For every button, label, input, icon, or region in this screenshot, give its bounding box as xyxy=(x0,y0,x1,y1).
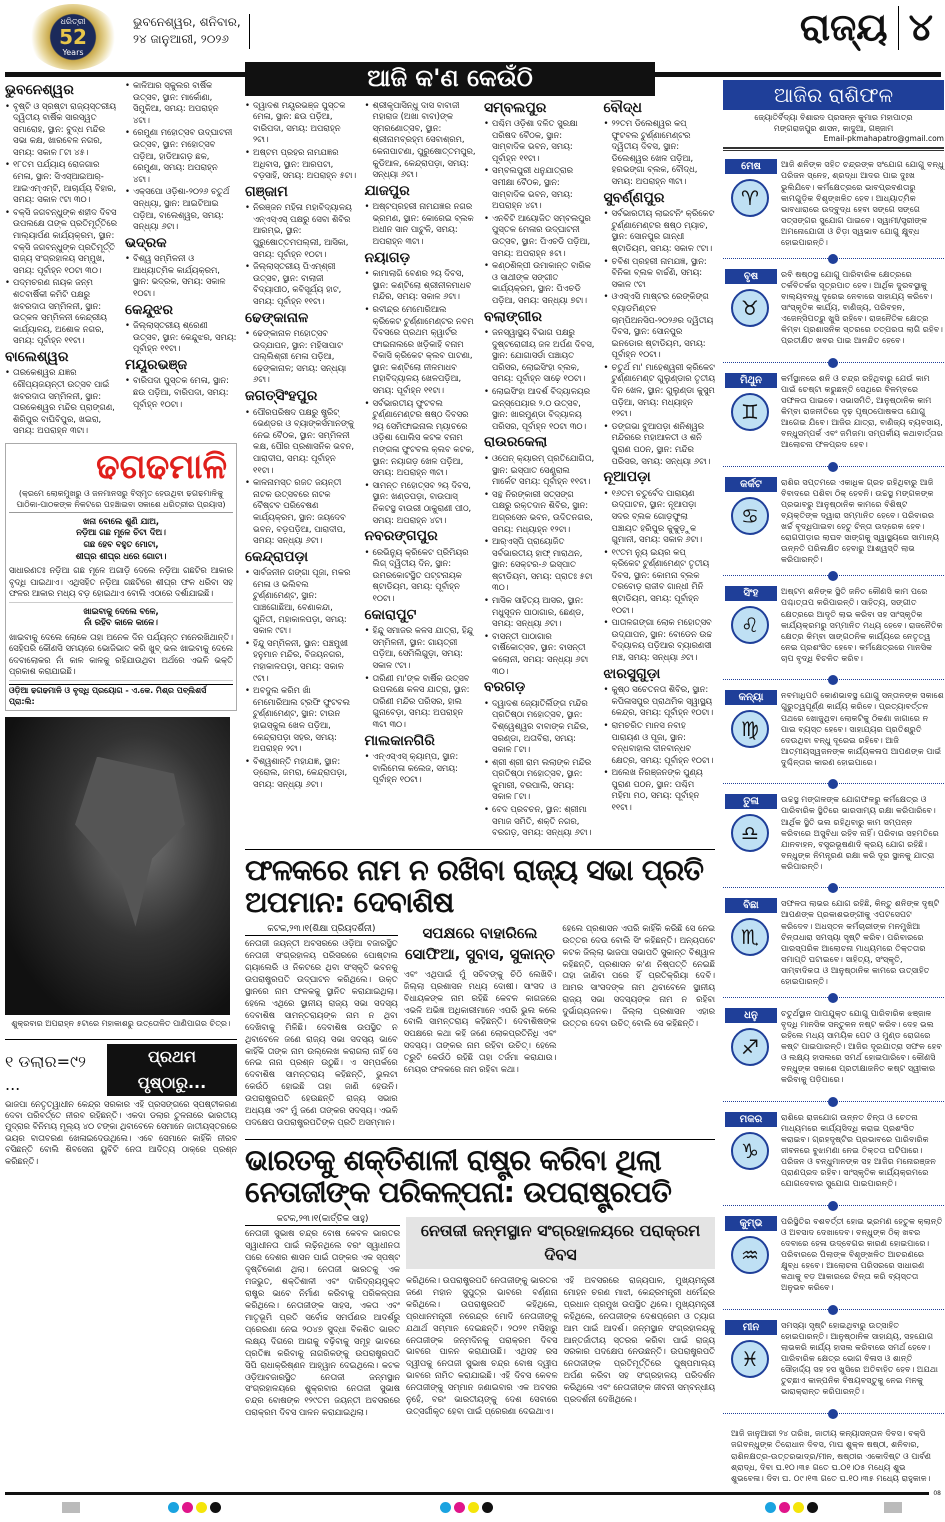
district-heading: ସମ୍ବଲପୁର xyxy=(484,99,547,116)
district-heading: ଭୁବନେଶ୍ୱର xyxy=(5,82,74,98)
rashi-6 xyxy=(723,688,944,784)
event-item: • ଢେଙ୍କାନାଳ ମହୋତ୍ସବ ଉଦ୍‌ଯାପନ, ସ୍ଥାନ: ମହିସାପାଟ ପଲ୍ଲିଶ୍ରୀ ମେଳା ପଡ଼ିଆ, ଢେଙ୍କାନାଳ; ସମୟ: ସନ୍ଧ୍ୟା ୬ଟା। xyxy=(245,328,357,386)
rashifal-list xyxy=(723,157,944,1414)
india-landmass xyxy=(75,757,185,927)
event-item: • ଦ୍ୱାଦଶ ଜ୍ୟୋତିର୍ଲିଙ୍ଗ ମନ୍ଦିର ପ୍ରତିଷ୍ଠା ମହୋତ୍ସବ, ସ୍ଥାନ: ବିଶ୍ୱେଶ୍ୱର ବାବାଙ୍କ ମନ୍ଦିର, ସରଣ୍ଡା, ଅତାବିରା, ସମୟ: ସକାଳ ୮ଟା। xyxy=(484,698,596,756)
rashi-text: ରବି ଷଷ୍ଠସ୍ଥ ଯୋଗୁ ପାରିବାରିକ କ୍ଷେତ୍ରରେ ତର୍କବିତର୍କର ସୂତ୍ରପାତ ହେବ। ଆର୍ଥିକ ଦୁରବସ୍ଥାକୁ ବାଲ୍ୟବନ୍ଧୁ ଦୂରେଇ ନେବାରେ ସାହାଯ୍ୟ କରିବେ। ସାଂସ୍କୃତିକ କାର୍ଯ୍ୟ, ବାଣିଜ୍ୟ, ପରିବହନ, ଏଜେନ୍ସିପତ୍ରୁ ଖୁସି ରହିବେ। ରାଜନୈତିକ କ୍ଷେତ୍ର କିମ୍ବା ପ୍ରଶାସନିକ ସ୍ତରରେ ତତ୍ପରତା ଲାଗି ରହିବ। ପ୍ରତୀକ୍ଷିତ ଖବର ପାଇ ଆନନ୍ଦିତ ହେବେ। xyxy=(781,268,943,346)
divider-dot xyxy=(828,1201,838,1211)
event-item: • ବକ୍ସି ଜଗବନ୍ଧୁଙ୍କ ଶହୀଦ ଦିବସ ଉପଲକ୍ଷେ ତାଙ୍କ ପ୍ରତିମୂର୍ତ୍ତିରେ ମାଲ୍ୟାର୍ପଣ କାର୍ଯ୍ୟକ୍ରମ, ସ୍ଥାନ: ବକ୍ସି ଜଗବନ୍ଧୁଙ୍କ ପ୍ରତିମୂର୍ତ୍ତି ରାଜ୍ୟ ସଂଗ୍ରହାଳୟ ସମ୍ମୁଖ, ସମୟ: ପୂର୍ବାହ୍ନ ୧୦ଟା ୩୦। xyxy=(5,207,117,277)
crab-icon: ♋ xyxy=(731,497,769,535)
event-list xyxy=(365,625,477,730)
color-dot xyxy=(454,1502,465,1513)
event-item: • ୧୮ତମ ପର୍ଯ୍ୟାୟ ରୋଜଗାର ମେଳା, ସ୍ଥାନ: ସିଏସ୍ଆଇଆର୍-ଆଇଏମ୍ଏମ୍‌ଟି, ଆଚାର୍ଯ୍ୟ ବିହାର, ସମୟ: ସକାଳ ୯ଟା ୩୦। xyxy=(5,159,117,205)
event-item: • ତାରିଣୀ ମା'ଙ୍କ ବାର୍ଷିକ ଉତ୍ସବ ଉପଲକ୍ଷେ କଳସ ଯାତ୍ରା, ସ୍ଥାନ: ତାରିଣୀ ମନ୍ଦିର ପରିସର, ହାଲ ଗୁନାବେଡ଼ା, ସମୟ: ଅପରାହ୍ନ ୩ଟା ୩୦। xyxy=(365,673,477,731)
event-item: • ନିରଞ୍ଜନ ମହିଳା ମହାବିଦ୍ୟାଳୟ ଏନ୍ଏସ୍ଏସ୍ ପକ୍ଷରୁ ସେବା ଶିବିର ଆରମ୍ଭ, ସ୍ଥାନ: ପୁରୁଷୋତ୍ତମପଲ୍ଲୀ, ଆସିକା, ସମୟ: ପୂର୍ବାହ୍ନ ୧୦ଟା। xyxy=(245,202,357,260)
event-item: • କାମାଲାଗି ବେଣର ୨ୟ ଦିବସ, ସ୍ଥାନ: କଣ୍ଟିଲୋ ଶ୍ରୀନୀଳମାଧବ ମନ୍ଦିର, ସମୟ: ସକାଳ ୬ଟା। xyxy=(365,268,477,303)
event-item: • ରେଭିନ୍ୟୁ କ୍ରିକେଟ ପ୍ରିମିୟର ଲିଗ୍ ଦ୍ୱିତୀୟ ଦିନ, ସ୍ଥାନ: ଉମରକୋଟସ୍ଥିତ ପଟ୍ଟନାୟକ ଷ୍ଟାଡିୟମ, ସମୟ: ପୂର୍ବାହ୍ନ ୧୦ଟା। xyxy=(365,547,477,605)
rashi-8 xyxy=(723,896,944,998)
event-item: • ଚବିଶ ପ୍ରହରୀ ନାମଯଜ୍ଞ, ସ୍ଥାନ: ବିନିକା ବ୍ଲକ ବାର୍ଚ୍ଚଣି, ସମୟ: ସକାଳ ୯ଟା xyxy=(604,256,716,291)
event-item: • ପଶ୍ଚିମ ଓଡ଼ିଶା ଦଳିତ ସୁରକ୍ଷା ପରିଷଦ ବୈଠକ, ସ୍ଥାନ: ସାମ୍ବାଦିକ ଭବନ, ସମୟ: ପୂର୍ବାହ୍ନ ୧୧ଟା। xyxy=(484,118,596,164)
event-item: • ସର୍ବଭାରତୀୟ ଫୁଟବଲ ଟୁର୍ଣ୍ଣାମେଣ୍ଟର ଷଷ୍ଠ ଦିବସର ୨ୟ ସେମିଫାଇନାଲ ମ୍ୟାଚରେ ଓଡ଼ିଶା ପୋଲିସ କଟକ ବନାମ ମଙ୍ଗଳା ଫୁଟବଲ କ୍ଲବ କଟକ, ସ୍ଥାନ: ନୟାଗଡ଼ ଖେଳ ପଡ଼ିଆ, ସମୟ: ଅପରାହ୍ନ ୩ଟା। xyxy=(365,398,477,479)
rashi-text: ଉଚ୍ଚସ୍ଥ ମଙ୍ଗଳଙ୍କ ଯୋଗଫଳରୁ କର୍ମକ୍ଷେତ୍ର ଓ ପାରିବାରିକ ସ୍ଥିତିରେ ଭାରସାମ୍ୟ ରକ୍ଷା କରିପାରିବେ। ଆର୍ଥିକ ସ୍ଥିତି ଭଲ ରହିଥିବାରୁ କାମ ସମ୍ପନ୍ନ କରିବାରେ ଅସୁବିଧା ରହିବ ନାହିଁ। ପରିବାର ସହମତିରେ ଯାନବାହନ, ବସ୍ତ୍ରଭୂଷଣାଦି କ୍ରୟ ଯୋଗ ରହିଛି। ବନ୍ଧୁଙ୍କ ନିମନ୍ତ୍ରଣ ରକ୍ଷା କରି ଦୂର ସ୍ଥାନକୁ ଯାତ୍ରା କରିପାରନ୍ତି। xyxy=(781,794,939,871)
rashi-label: ସିଂହ xyxy=(725,586,777,601)
registration-marks xyxy=(765,1502,818,1513)
registration-marks xyxy=(440,1502,493,1513)
color-dot xyxy=(765,1502,776,1513)
event-list xyxy=(5,101,117,347)
district-heading: ବାଲେଶ୍ୱର xyxy=(5,348,69,365)
headline-1: ଫଳକରେ ନାମ ନ ରଖିବା ରାଜ୍ୟ ସଭା ପ୍ରତି ଅପମାନ: ଦେବାଶିଷ xyxy=(245,849,715,919)
divider xyxy=(898,6,899,50)
panjika-text: ଆଜି ଜାନୁଆରୀ ୨୪ ତାରିଖ, ଜାତୀୟ କନ୍ୟାସନ୍ତାନ ଦିବସ। ବକ୍ସି ଜଗବନ୍ଧୁଙ୍କ ତିରୋଧାନ ଦିବସ, ମାଘ ଶୁକ୍ଳ ଷଷ୍ଠୀ, ଶନିବାର, ରାଶିନକ୍ଷତ୍ର-ଉତ୍ତରଭାଦ୍ର/ମୀନ, ଷଷ୍ଠୀର ଏକୋଦିଷ୍ଟ ଓ ପାର୍ବଣ ଶ୍ରାଦ୍ଧ, ଦିବା ଘ.୧୦।୩୫ ଗତେ ଘ.୦୧।୦୫ ମଧ୍ୟେ ଶୁଭ ଶୁଭବେଳା। ଦିବା ଘ. ୦୯।୧୩ ଗତେ ଘ.୧୦।୩୫ ମଧ୍ୟେ ରାହୁକାଳ। xyxy=(731,1427,932,1484)
event-item: • ସର୍ବଭାରତୀୟ ଲାଇଟନିଂ କ୍ରିକେଟ ଟୁର୍ଣ୍ଣାମେଣ୍ଟର ଷଷ୍ଠ ମ୍ୟାଚ, ସ୍ଥାନ: ସୋନପୁର ଗାନ୍ଧୀ ଷ୍ଟାଡିୟମ, ସମୟ: ସକାଳ ୯ଟା। xyxy=(604,208,716,254)
event-item: • ମାସିକ ସାହିତ୍ୟ ଆସର, ସ୍ଥାନ: ମଧୁସୂଦନ ପାଠାଗାର, ଛେଣ୍ଡ, ସମୟ: ସନ୍ଧ୍ୟା ୬ଟା। xyxy=(484,595,596,630)
continuation-body: ଭାଜପା ନେତୃତ୍ୱାଧୀନ କେନ୍ଦ୍ର ସରକାର ଏହି ପ୍ରସଙ୍ଗରେ ସ୍ପଷ୍ଟୀକରଣ ଦେବା ପରିବର୍ତ୍ତେ ନୀରବ ରହିଛନ୍ତି। ଏକଦା ଡଲାର ତୁଳନାରେ ଭାରତୀୟ ମୁଦ୍ରାର ବିନିମୟ ମୂଲ୍ୟ ୪୦ ଟଙ୍କା ଥିବାବେଳେ ସେମାନେ ଜାତୀୟସ୍ତରରେ ଭୟର ବାତାବରଣ ଖେଳାଇଦେଉଥିଲେ। ଏବେ ସେମାନେ କାହିଁକି ନୀରବ ବସିଛନ୍ତି ବୋଲି ଶିବସେନା ୟୁବିଟି ନେତା ଆଦିତ୍ୟ ଠାକ୍ରେ ପ୍ରଶ୍ନ କରିଛନ୍ତି। xyxy=(5,1098,237,1166)
event-item: • ଏନବିଟି ଆୟୋଜିତ ସମ୍ବଲପୁର ପୁସ୍ତକ ମେଳାର ଉଦ୍‌ଘାଟନୀ ଉତ୍ସବ, ସ୍ଥାନ: ପିଏଚଡି ପଡ଼ିଆ, ସମୟ: ଅପରାହ୍ନ ୫ଟା। xyxy=(484,213,596,259)
event-item: • ପଦ୍ମଚରଣ ନାୟକ ଜନ୍ମ ଶତବାର୍ଷିକୀ କମିଟି ପକ୍ଷରୁ ଖବରଦାତା ସମ୍ମିଳନୀ, ସ୍ଥାନ: ଉତ୍କଳ ସମ୍ମିଳନୀ କେନ୍ଦ୍ରୀୟ କାର୍ଯ୍ୟାଳୟ, ଅଶୋକ ନଗର, ସମୟ: ପୂର୍ବାହ୍ନ ୧୧ଟା। xyxy=(5,277,117,347)
lion-icon: ♌ xyxy=(731,606,769,644)
rashi-label: ମିଥୁନ xyxy=(725,373,777,388)
event-list xyxy=(484,453,596,677)
virgo-icon: ♍ xyxy=(731,710,769,748)
article-text: ଏବଂ ଏଥିପାଇଁ ମୁଁ ସଚିବଙ୍କୁ ଚିଠି ଲେଖିବି। ଜିଲ୍ଲା ପ୍ରଶାସନ ମଧ୍ୟ ଦୋଷୀ। ସାଂସଦ ଓ ବିଧାୟକଙ୍କ ନାମ ରହିଛି କେବଳ କାଗଜରେ ଏଭଳି ଅଭିଜ୍ଞ ଅଧିକାରୀମାନେ ଏପରି ଭୁଲ କଲେ ବୋଲି ସାମନ୍ତରାୟ କହିଛନ୍ତି। ଦେବାଶିଷଙ୍କ ସପକ୍ଷରେ କଥା କହି ଜଣେ ଲୋକପ୍ରତିନିଧି ଏବଂ ସଦସ୍ୟ। ତାଙ୍କର ନାମ ରହିବା ଉଚିତ୍। ହେଲେ ତ୍ରୁଟି କେଉଁଠି ରହିଛି ତାହା ତର୍ଜମା କରାଯାଉ। ମେୟର ଫଳକରେ ନାମ ରହିବା କଥା। xyxy=(403,968,557,1075)
event-list xyxy=(365,547,477,605)
rashi-text: ସଫଳତା ଲାଭର ଯୋଗ ରହିଛି, କିନ୍ତୁ ଶନିଙ୍କ ଦୃଷ୍ଟି ଆପଣଙ୍କ ପ୍ରକାଶଭଙ୍ଗୀକୁ ଏପଟସେପଟ କରିଦେବ। ଅଧସ୍ତନ କର୍ମଚାରୀଙ୍କ ମନମୁଖିଆ ଚିନ୍ତାଧାରା ସମସ୍ୟା ସୃଷ୍ଟି କରିବ। ପରିବାରରେ ପାରସ୍ପରିକ ଆଲୋଚନା ମାଧ୍ୟମରେ ତିକ୍ତତାର ସମାପ୍ତି ଘଟାଇବେ। ସାହିତ୍ୟ, ସଂସ୍କୃତି, ସାମ୍ବାଦିକତା ଓ ଆନୁଷ୍ଠାନିକ କାମରେ ଉତ୍ସାହିତ ହୋଇପାରନ୍ତି। xyxy=(781,898,940,986)
dhagadhamali-box xyxy=(5,443,237,711)
page-number: ୪ xyxy=(908,5,933,50)
verse-line: ନଡ଼ିଆ ଗଛ ମୂଳେ ଚିଟା ଦିଅ। xyxy=(76,527,166,538)
section-name: ରାଜ୍ୟ xyxy=(799,5,888,50)
rashi-label: ଧନୁ xyxy=(725,1008,777,1023)
event-item: • ୧୬ତମ ଚତୁର୍ବେଦ ପାରାୟଣ ଉଦ୍‌ଘାଟନ, ସ୍ଥାନ: ନୂଆପଡ଼ା ସଦର ବ୍ଲକ ଗୋଡ଼ଫୁଲା ପଞ୍ଚାୟତ ହରିପୁର କୁକୁଡ଼ୁକ ଗୁମାନୀ, ସମୟ: ସକାଳ ୬ଟା। xyxy=(604,488,716,546)
event-list xyxy=(484,118,596,307)
event-item: • ସନ୍ଥ ନିରଙ୍କାରୀ ସତ୍‌ସଙ୍ଗ ପକ୍ଷରୁ ରକ୍ତଦାନ ଶିବିର, ସ୍ଥାନ: ଅଗ୍ରସେନ ଭବନ, ଉଦିତନଗର, ସମୟ: ମଧ୍ୟାହ୍ନ ୧୨ଟା। xyxy=(484,489,596,535)
verse-explanation: ସାଧାରଣତଃ ନଡ଼ିଆ ଗଛ ମୂଳେ ଅଗାଡ଼ି ଦେଲେ ନଡ଼ିଆ ଗଛଟିର ଆକାର ବୃଦ୍ଧି ପାଇଥାଏ। ଏଥିସହିତ ନଡ଼ିଆ ଗଛଟିରେ ଶୀଘ୍ର ଫଳ ଧରିବା ସହ ଫଳର ଆକାର ମଧ୍ୟ ବଡ଼ ହୋଇଥାଏ ବୋଲି ଏଠାରେ ଦର୍ଶାଯାଇଛି। xyxy=(9,565,233,602)
article-2-subhead: ନେତାଜୀ ଜନ୍ମସ୍ଥାନ ସଂଗ୍ରହାଳୟରେ ପରାକ୍ରମ ଦିବସ xyxy=(406,1217,715,1269)
article-1-col-2 xyxy=(404,923,557,1076)
divider-dot xyxy=(828,1097,838,1107)
events-banner: ଆଜି କ'ଣ କେଉଁଠି xyxy=(245,62,655,96)
event-item: • ରାମଚରିତ ମାନସ ନବାହ ପାରାୟଣ ଓ ପୂଜା, ସ୍ଥାନ: ବନ୍ଧବାହାଲ ଦୀନବାନ୍ଧବ କ୍ଷେତ୍ର, ସମୟ: ପୂର୍ବାହ୍ନ ୧୦ଟା। xyxy=(604,720,716,766)
event-item: • ଅଷ୍ଟମ ପ୍ରହର ନାମଯଜ୍ଞର ଅଧିବାସ, ସ୍ଥାନ: ଆରପଟା, ବଡ଼ସାହି, ସମୟ: ଅପରାହ୍ନ ୫ଟା। xyxy=(245,147,357,182)
district-heading: ସୁବର୍ଣ୍ଣପୁର xyxy=(603,189,665,206)
event-item: • ଲୋଇସିଂହା ଆଦର୍ଶ ବିଦ୍ୟାଳୟର ଇନ୍‌ସ୍ପେୟାର ୨.୦ ଉତ୍ସବ, ସ୍ଥାନ: ଖାରମୁଣ୍ଡା ବିଦ୍ୟାଳୟ ପରିସର, ପୂର୍ବାହ୍ନ ୧୦ଟା ୩୦। xyxy=(484,386,596,432)
event-item: • ଜିଲ୍ଲାସ୍ତରୀୟ ପିଏମ୍‌ଶ୍ରୀ ଉତ୍ସବ, ସ୍ଥାନ: ବାଲାଜୀ ବିଦ୍ୟାପୀଠ, କବିସୂର୍ଯ୍ୟ ହାଟ, ସମୟ: ପୂର୍ବାହ୍ନ ୧୧ଟା। xyxy=(245,261,357,307)
verse-2 xyxy=(9,606,233,629)
scorpion-icon: ♏ xyxy=(731,918,769,956)
district-heading: ଗଞ୍ଜାମ xyxy=(245,183,288,200)
logo-years: 52 xyxy=(59,25,87,49)
event-item: • ବେଦ ପ୍ରବଚନ, ସ୍ଥାନ: ଶ୍ରୀମା ସମାଜ ସମିତି, ଶକ୍ତି ନଗର, ବରଗଡ଼, ସମୟ: ସନ୍ଧ୍ୟା ୬ଟା। xyxy=(484,804,596,839)
event-list xyxy=(604,208,716,467)
rashi-label: ମକର xyxy=(725,1112,777,1127)
rashi-label: ବୃଷ xyxy=(725,269,777,284)
event-item: • ସାର୍ବଜନୀନ ଗଙ୍ଗା ପୂଜା, ମକର ମେଳା ଓ ଭଲିବଲ ଟୁର୍ଣ୍ଣାମେଣ୍ଟ, ସ୍ଥାନ: ପାଞ୍ଚଗୋଛିଆ, ବେଣାକନ୍ଦା, ଗୁନିତୀ, ମହାକାଳପଡ଼ା, ସମୟ: ସକାଳ ୯ଟା। xyxy=(245,567,357,637)
event-list xyxy=(245,100,357,182)
section-header xyxy=(800,6,933,50)
dharitri-logo xyxy=(28,4,118,70)
event-item: • କାଳିଆର ସ୍କୁଲର ବାର୍ଷିକ ଉତ୍ସବ, ସ୍ଥାନ: ମାର୍କୋଣା, ସିମୁଳିଆ, ସମୟ: ଅପରାହ୍ନ ୪ଟା। xyxy=(125,80,237,126)
color-dot xyxy=(168,1502,179,1513)
verse-1 xyxy=(9,516,233,562)
article-1 xyxy=(245,923,715,1129)
rashi-4 xyxy=(723,475,944,577)
rashi-text: କର୍ମସ୍ଥାନରେ ଶନି ଓ ଚନ୍ଦ୍ର ରହିଥିବାରୁ ଯେଉଁ କାମ ପାଇଁ ଚେଷ୍ଟା କରୁଛନ୍ତି ସେଥିରେ ବିଳମ୍ବରେ ସଫଳତା ପାଇବେ। ସଭାସମିତି, ଆନୁଷ୍ଠାନିକ କାମ କିମ୍ବା ରାଜନୀତିରେ ଦୃଢ଼ ପୃଷ୍ଠପୋଷକତା ଯୋଗୁ ଆଗେଇ ଯିବେ। ଆଜିର ଯାତ୍ରା, ବାଣିଜ୍ୟ ବ୍ୟବସାୟ, ବନ୍ଧୁସମ୍ପର୍କ ଏବଂ ଜମିଜମା ସମ୍ପର୍କୀୟ କଥାବାର୍ତ୍ତାର ଆଲୋଚନା ଫଳପ୍ରଦ ହେବ। xyxy=(781,372,943,450)
bottom-rule xyxy=(5,1492,929,1495)
rashi-9 xyxy=(723,1006,944,1102)
article-2-col-3: ଏହି ଅବସରରେ ରାଜ୍ୟପାଳ, ମୁଖ୍ୟମନ୍ତ୍ରୀ ମୋହନ ଚରଣ ମାଝୀ, କେନ୍ଦ୍ରମନ୍ତ୍ରୀ ଧର୍ମେନ୍ଦ୍ର ପ୍ରଧାନ ପ୍ରମୁଖ ଉପସ୍ଥିତ ଥିଲେ। ମୁଖ୍ୟମନ୍ତ୍ରୀ କହିଥିଲେ, ନେତାଜୀଙ୍କ ଦେଶପ୍ରେମ ଓ ତ୍ୟାଗ ଆମ ପାଇଁ ଆଦର୍ଶ। ଜନ୍ମସ୍ଥାନ ସଂଗ୍ରହାଳୟକୁ ଆନ୍ତର୍ଜାତୀୟ ସ୍ତରର କରିବା ପାଇଁ ରାଜ୍ୟ ସରକାର ପଦକ୍ଷେପ ନେଉଛନ୍ତି। ଉପରାଷ୍ଟ୍ରପତି ନେତାଜୀଙ୍କ ପ୍ରତିମୂର୍ତ୍ତିରେ ପୁଷ୍ପମାଲ୍ୟ ଅର୍ପଣ କରିବା ସହ ସଂଗ୍ରହାଳୟ ପରିଦର୍ଶନ କରିଥିଲେ ଏବଂ ନେତାଜୀଙ୍କ ଜୀବନୀ ସମ୍ବନ୍ଧୀୟ ପ୍ରଦର୍ଶନୀ ଦେଖିଥିଲେ। xyxy=(563,1274,715,1405)
divider-dot xyxy=(828,1305,838,1315)
events-left xyxy=(5,80,237,437)
dateline-place-day: ଭୁବନେଶ୍ୱର, ଶନିବାର, xyxy=(133,15,241,29)
event-item: • ପାତାଳଗଙ୍ଗା ଲୋକ ମହୋତ୍ସବ ଉଦ୍‌ଯାପନ, ସ୍ଥାନ: ବୋଡେନ ଉଚ୍ଚ ବିଦ୍ୟାଳୟ ପଡ଼ିଆର ବ୍ୟାରଣସୀ ମଞ୍ଚ, ସମୟ: ସନ୍ଧ୍ୟା ୬ଟା। xyxy=(604,617,716,663)
front-page-continuation-header xyxy=(5,1039,237,1096)
dateline-date: ୨୪ ଜାନୁଆରୀ, ୨୦୨୬ xyxy=(133,32,229,47)
event-item: • ଅବଦୁଲ କରିମ ଖାଁ ମେମୋରିଆଲ ଟ୍ରଫି ଫୁଟବଲ ଟୁର୍ଣ୍ଣାମେଣ୍ଟ, ସ୍ଥାନ: ଟାଉନ ହାଇସ୍କୁଲ ଖେଳ ପଡ଼ିଆ, କେନ୍ଦ୍ରାପଡ଼ା ସହର, ସମୟ: ଅପରାହ୍ନ ୨ଟା। xyxy=(245,685,357,755)
event-item: • ଶ୍ରୀକୃପାସିନ୍ଧୁ ଦାସ ବାବାଜୀ ମହାରାଜ (ଅଖା ବାବା)ଙ୍କ ସ୍ମରଣୋତ୍ସବ, ସ୍ଥାନ: ଶ୍ରୀନାମବ୍ରହ୍ମ ସେବାଶ୍ରମ, କେନାପାଟଣା, ପୁରୁଷୋତ୍ତମପୁର, କୁଡିଆଳ, କେନ୍ଦ୍ରାପଡ଼ା, ସମୟ: ସନ୍ଧ୍ୟା ୬ଟା। xyxy=(365,100,477,181)
event-list xyxy=(604,488,716,664)
article-1-col-3: ହେଲେ ପ୍ରଶାସନ ଏପରି କାହିଁକି କରିଛି ସେ ନେଇ ଉତ୍ତର ଦେଉ ବୋଲି ସିଂ କହିଛନ୍ତି। ଅନ୍ୟପଟେ କଟକ ଜିଲ୍ଲା ଭାଜପା ସଭାପତି ସୁକାନ୍ତ ବିଶ୍ୱାଳ କହିଛନ୍ତି, ପ୍ରଶାସନ କ'ଣ ନିଷ୍ପତ୍ତି ନେଇଛି ତାହା ଜାଣିବା ପରେ ହିଁ ପ୍ରତିକ୍ରିୟା ଦେବି। ଆମର ସାଂସଦଙ୍କ ନାମ ଥିବାବେଳେ ସ୍ଥାନୀୟ ରାଜ୍ୟ ସଭା ସଦସ୍ୟଙ୍କ ନାମ ନ ରହିବା ଦୁର୍ଭାଗ୍ୟଜନକ। ଜିଲ୍ଲା ପ୍ରଶାସନ ଏହାର ଉତ୍ତର ଦେବା ଉଚିତ୍ ବୋଲି ସେ କହିଛନ୍ତି। xyxy=(562,922,715,1029)
color-dot xyxy=(210,1502,221,1513)
event-list xyxy=(484,698,596,839)
verse-explanation: ଖାଇବାକୁ ଦେଲେ ଲୋକେ ତାହା ଅନେକ ଦିନ ପର୍ଯ୍ୟନ୍ତ ମନେରଖିଥାନ୍ତି। ସେହିପରି କୌଣସି ସମୟରେ ଭୋଜିଭାତ କରି ଖୁବ୍ ଭଲ ଖାଇବାକୁ ଦେଲେ ଦେବାଲୋକର ନାଁ କାଳ କାଳକୁ ରହିଯାଉଥିବା ଅର୍ଥରେ ଏଭଳି ଭକ୍ତି ପ୍ରକାଶ କରାଯାଇଛି। xyxy=(9,632,233,681)
rashi-7 xyxy=(723,792,944,888)
event-item: • ବିଶ୍ୱ ସମ୍ମିଳନୀ ଓ ଆଧ୍ୟାତ୍ମିକ କାର୍ଯ୍ୟକ୍ରମ, ସ୍ଥାନ: ଭଦ୍ରକ, ସମୟ: ସକାଳ ୧୦ଟା। xyxy=(125,253,237,299)
divider-dot xyxy=(828,358,838,368)
divider xyxy=(723,147,944,151)
district-heading: ନୂଆପଡ଼ା xyxy=(603,469,651,486)
rashi-text: ସମସ୍ୟା ସୃଷ୍ଟି ହୋଇଥିବାରୁ ଉତ୍ସାହିତ ହୋଇପାରନ୍ତି। ଆନୁଷ୍ଠାନିକ ସାହାଯ୍ୟ, ସହଯୋଗ ଲାଭକରି କାର୍ଯ୍ୟ ହାସଲ କରିବାରେ ସମର୍ଥ ହେବେ। ପାରିବାରିକ କ୍ଷେତ୍ର ଭୋଗ ବିଳାସ ଓ ଶାନ୍ତି ସୌହାର୍ଦ୍ଦ୍ୟ ସହ ହସ ଖୁସିରେ ଅତିବାହିତ ହେବ। ଅଯଥା ତୁଚ୍ଛାଏ କାଳ୍ପନିକ ବିଷୟବସ୍ତୁକୁ ନେଇ ମନକୁ ଭାରାକ୍ରାନ୍ତ କରିପାରନ୍ତି। xyxy=(781,1319,938,1397)
dhagadhamali-title: ଢଗଢମାଳି xyxy=(96,447,227,488)
rashi-text: ଅଷ୍ଟମ ଶନିଙ୍କ ସ୍ଥିତି ଜନିତ କୌଣସି କାମ ପରେ ପଶ୍ଚାତ୍ତାପ କରିପାରନ୍ତି। ସାହିତ୍ୟ, ସଙ୍ଗୀତ କ୍ଷେତ୍ରରେ ଆଦୃତି ଲାଭ କରିବା ସହ ସାଂସ୍କୃତିକ କାର୍ଯ୍ୟକ୍ରମରୁ ସମ୍ମାନିତ ମଧ୍ୟ ହେବେ। ରାଜନୈତିକ କ୍ଷେତ୍ର କିମ୍ବା ସାଙ୍ଗଠନିକ କାର୍ଯ୍ୟରେ ନେତୃତ୍ୱ ନେଇ ପ୍ରଶଂସିତ ହେବେ। କର୍ମକ୍ଷେତ୍ରରେ ମାନସିକ ଚାପ ବୃଦ୍ଧି ବିଚଳିତ କରିବ। xyxy=(781,586,943,663)
verse-line: ନାଁ ରହିବ କାଳେ କାଳେ। xyxy=(84,617,158,628)
rashi-2 xyxy=(723,267,944,363)
rashi-label: କୁମ୍ଭ xyxy=(725,1216,777,1231)
dhagadhamali-source: ଓଡ଼ିଆ ଢଗଢମାଳି ଓ ବୃଦ୍ଧି ପ୍ରୟୋଗ - ଏ.କେ. ମିଶ୍ର ପବ୍ଲିଶର୍ସ ପ୍ରା:ଲି: xyxy=(9,684,233,707)
event-list xyxy=(604,684,716,814)
divider-dot xyxy=(828,571,838,581)
event-list xyxy=(125,320,237,355)
event-item: • ଓପେନ୍ କ୍ୟାରମ୍ ପ୍ରତିଯୋଗିତା, ସ୍ଥାନ: ଇସ୍ପାତ ସେଣ୍ଟ୍ରାଲ ମାର୍କେଟ ସମୟ: ପୂର୍ବାହ୍ନ ୧୧ଟା। xyxy=(484,453,596,488)
rashi-label: କର୍କଟ xyxy=(725,477,777,492)
divider-dot xyxy=(828,993,838,1003)
rashi-text: ରାଶିରେ ରାଜଯୋଗ ଉନ୍ନତ ଚିନ୍ତା ଓ ଚେତନା ମାଧ୍ୟମରେ କାର୍ଯ୍ୟସିଦ୍ଧି କରାଇ ପ୍ରଶଂସିତ କରାଇବ। ଗ୍ରହଦୃଷ୍ଟିର ପ୍ରଭାବରେ ପାରିବାରିକ ଜୀବନରେ ବୁଝାମଣା ନେଇ ତିକ୍ତତା ଘଟିପାରେ। ପରିଜନ ଓ ବନ୍ଧୁମାନଙ୍କ ସହ ଆଜିର ମନୋରଞ୍ଜନ ପ୍ରାଣପ୍ରଦ ରହିବ। ସାଂସ୍କୃତିକ କାର୍ଯ୍ୟକ୍ରମରେ ଯୋଗଦେବାର ସୁଯୋଗ ପାଇପାରନ୍ତି। xyxy=(781,1111,936,1189)
event-item: • ୧୯ତମ ନ୍ୟୁ ଇୟର କପ୍ କ୍ରିକେଟ ଟୁର୍ଣ୍ଣାମେଣ୍ଟ ତୃତୀୟ ଦିବସ, ସ୍ଥାନ: କୋମନା ବ୍ଲକ ତରବୋଡ଼ ରାଜୀବ ଗାନ୍ଧୀ ମିନି ଷ୍ଟାଡିୟମ, ସମୟ: ପୂର୍ବାହ୍ନ ୧୦ଟା। xyxy=(604,547,716,617)
twins-icon: ♊ xyxy=(731,393,769,431)
rashi-11 xyxy=(723,1214,944,1310)
event-item: • ସାମନ୍ତ ମହୋତ୍ସବ ୨ୟ ଦିବସ, ସ୍ଥାନ: ଖଣ୍ଡପଡ଼ା, ବାଉପାସ୍ ନିକଟସ୍ଥ ବାଉରୀ ଠାକୁରାଣୀ ପୀଠ, ସମୟ: ଅପରାହ୍ନ ୪ଟା। xyxy=(365,480,477,526)
rashi-label: ତୁଳା xyxy=(725,794,777,809)
rashi-text: ପରିସ୍ଥିତିର ବଶବର୍ତ୍ତୀ ହୋଇ ଭ୍ରମଣ ହେତୁକ କ୍ଲାନ୍ତି ଓ ଅବସାଦ ଦେଖାଦେବ। ବନ୍ଧୁଙ୍କ ଠିକ୍ ଖବର ଦେବାରେ ହେଳା ଉଦ୍‌ବେଗର କାରଣ ହୋଇପାରେ। ପରିବାରରେ ପିଲାଙ୍କ ବିଶୃଙ୍ଖଳିତ ଆଚରଣରେ କ୍ଷୁବ୍ଧ ହେବେ। ଆଲୋଚନା ପରିସରରେ ସାଧାରଣ କଥାକୁ ବଡ଼ ଆକାରରେ ଚିନ୍ତା କରି ବ୍ୟସ୍ତତା ଅନୁଭବ କରିବେ। xyxy=(781,1215,943,1293)
page-body xyxy=(5,64,944,1484)
event-item: • ହିନ୍ଦୁ ସମ୍ମିଳନୀ, ସ୍ଥାନ: ପଞ୍ଚମୁଖୀ ହନୁମାନ ମନ୍ଦିର, ବିଜୟନଗର, ମହାକାଳପଡ଼ା, ସମୟ: ସକାଳ ୯ଟା। xyxy=(245,638,357,684)
astrologer-address: ମଙ୍ଗରାଜପୁର ଶାସନ, କାଦୁଆ, ଗଞ୍ଜାମ xyxy=(773,124,894,134)
event-item: • ଏନ୍ଏସ୍ଏସ୍ କ୍ୟାମ୍ପ, ସ୍ଥାନ: ବାଲିମେଳା କଲେଜ, ସମୟ: ପୂର୍ବାହ୍ନ ୧୦ଟା। xyxy=(365,751,477,786)
event-item: • କଣ୍ଠଶିଳ୍ପୀ ଉମାକାନ୍ତ ବାରିକ ଓ ସାଥୀଙ୍କ ସଙ୍ଗୀତ କାର୍ଯ୍ୟକ୍ରମ, ସ୍ଥାନ: ପିଏଚଡି ପଡ଼ିଆ, ସମୟ: ସନ୍ଧ୍ୟା ୭ଟା। xyxy=(484,260,596,306)
event-list xyxy=(245,328,357,386)
color-dot xyxy=(182,1502,193,1513)
district-heading: ଯାଜପୁର xyxy=(364,182,410,199)
rashi-text: ଆଜି ଶନିଙ୍କ ସହିତ ଚନ୍ଦ୍ରଙ୍କ ସଂଯୋଗ ଯୋଗୁ ବନ୍ଧୁ ପରିଜନ ସ୍ନେହ, ଶ୍ରଦ୍ଧା ଆଦର ପାଇ ଦୁଃଖ ଭୁଲିଯିବେ। କର୍ମକ୍ଷେତ୍ରରେ ଭାବପ୍ରବଣତାରୁ କାମଗୁଡ଼ିକ ବିଶୃଙ୍ଖଳିତ ହେବ। ଆଧ୍ୟାତ୍ମିକ ଭାବଧାରାରେ ଉଦ୍‌ବୁଦ୍ଧ ହେବା ସଙ୍ଗେ ସଙ୍ଗେ ସତ୍‌ସଙ୍ଗର ସୁଯୋଗ ପାଇବେ। ସ୍ୱାମୀ/ସ୍ତ୍ରୀଙ୍କ ଅମନୋଯୋଗୀ ଓ ଚିଡ଼ା ସ୍ୱଭାବ ଯୋଗୁ କ୍ଷୁବ୍ଧ ହୋଇପାରନ୍ତି। xyxy=(781,159,944,247)
byline: କଟକ,୨୩।୧(କାର୍ତ୍ତିକ ସାହୁ) xyxy=(245,1213,400,1226)
rashi-label: ବିଛା xyxy=(725,898,777,913)
events-right xyxy=(245,100,715,839)
dhagadhamali-subtitle: (କ୍ରମେ ଲୋକମୁଖରୁ ଓ ଜନମାନସରୁ ବିସ୍ମୃତ ହେଉଥିବା ଢଗଢମାଳିକୁ ପାଠିକା-ପାଠକଙ୍କ ନିକଟରେ ପହଞ୍ଚାଇବା ସକାଶେ ଧରିତ୍ରୀର ପ୍ରୟାସ) xyxy=(9,488,233,513)
archer-icon: ♐ xyxy=(731,1028,769,1066)
event-item: • ଚତୁର୍ଥ ମା' ମାହେଶ୍ୱରୀ କ୍ରିକେଟ ଟୁର୍ଣ୍ଣାମେଣ୍ଟ ଗୁଲୁଣ୍ଡାର ତୃତୀୟ ଦିନ ଖେଳ, ସ୍ଥାନ: ଗୁଲୁଣ୍ଡା କୁସୁମ ପଡ଼ିଆ, ସମୟ: ମଧ୍ୟାହ୍ନ ୧୨ଟା। xyxy=(604,362,716,420)
event-item: • ଜନସ୍ୱାସ୍ଥ୍ୟ ବିଭାଗ ପକ୍ଷରୁ ଦୁଷ୍ଟରୋଗୀୟ ଜଳ ଅର୍ପଣ ଦିବସ, ସ୍ଥାନ: ଯୋଗାସର୍ଡା ପଞ୍ଚାୟତ ପରିସର, ଲୋଇସିଂହା ବ୍ଲକ, ସମୟ: ପୂର୍ବାହ୍ନ ସାଢ଼େ ୧୦ଟା। xyxy=(484,327,596,385)
continuation-title: ୧ ଡଲାର=୯୨ ... xyxy=(5,1052,86,1094)
divider-dot xyxy=(828,779,838,789)
subhead-line: ସୋଫିଆ, ସୁବାସ, ସୁକାନ୍ତ xyxy=(404,944,555,963)
event-list xyxy=(365,268,477,526)
water-bearer-icon: ♒ xyxy=(731,1236,769,1274)
rashi-text: ନବମାଧିପତି କୋଣଭାବସ୍ଥ ଯୋଗୁ ସନ୍ତାନଙ୍କ ସକାଶେ ଗୁରୁତ୍ୱପୂର୍ଣ୍ଣ କାର୍ଯ୍ୟ କରିବେ। ପ୍ରତ୍ୟାବର୍ତ୍ତନ ପଥରେ ଖୋଜୁଥିବା ଲୋକଟିକୁ ଠିକଣା ଜାଗାରେ ନ ପାଇ ବ୍ୟସ୍ତ ହେବେ। ସାହାଯ୍ୟର ପ୍ରତିଶ୍ରୁତି ଦେଉଥିବା ବନ୍ଧୁ ଦୂରେଇ ରହିବେ। ଆଜି ଆତ୍ମୀୟସ୍ୱଜନଙ୍କ କାର୍ଯ୍ୟକଳାପ ଆପଣଙ୍କ ପାଇଁ ଦୁଶ୍ଚିନ୍ତାର କାରଣ ହୋଇପାରେ। xyxy=(781,690,944,767)
astrologer-email: Email-pkmahapatro@gmail.com xyxy=(823,134,944,144)
event-list xyxy=(365,201,477,247)
event-item: • ବୃଷ୍ଟି ଓ ସ୍ରଷ୍ଟା ରାଜ୍ୟସ୍ତରୀୟ ଦ୍ୱିତୀୟ ବାର୍ଷିକ ସାରସ୍ୱତ ସମାରୋହ, ସ୍ଥାନ: ବୁଦ୍ଧ ମନ୍ଦିର ସଭା କକ୍ଷ, ଖାରବେଳ ନଗର, ସମୟ: ସକାଳ ୮ଟା ୪୫। xyxy=(5,101,117,159)
event-item: • ବାରିପଦା ପୁସ୍ତକ ମେଳା, ସ୍ଥାନ: ଛଉ ପଡ଼ିଆ, ବାରିପଦା, ସମୟ: ପୂର୍ବାହ୍ନ ୧୦ଟା। xyxy=(125,375,237,410)
rashi-label: ମେଷ xyxy=(725,159,777,174)
fish-icon: ♓ xyxy=(731,1340,769,1378)
district-heading: କେନ୍ଦ୍ରାପଡ଼ା xyxy=(245,548,309,565)
article-2-col-2: କରିଥିଲେ। ଉପରାଷ୍ଟ୍ରପତି ନେତାଜୀଙ୍କୁ ଭାରତର ଜଣେ ମହାନ ସୁପୁତ୍ର ଭାବରେ ବର୍ଣ୍ଣନା କରିଥିଲେ। ଉପରାଷ୍ଟ୍ରପତି କହିଥିଲେ, ପ୍ରଧାନମନ୍ତ୍ରୀ ନରେନ୍ଦ୍ର ମୋଦି ନେତାଜୀଙ୍କୁ ଯଥାର୍ଥ ସମ୍ମାନ ଦେଇଛନ୍ତି। ୨୦୨୧ ମସିହାରୁ ନେତାଜୀଙ୍କ ଜନ୍ମଦିନକୁ ପରାକ୍ରମ ଦିବସ ଭାବରେ ପାଳନ କରାଯାଉଛି। ଏଥିସହ ରସ ଦ୍ୱୀପକୁ ନେତାଜୀ ସୁଭାଷ ଚନ୍ଦ୍ର ବୋଷ ଦ୍ୱୀପ ଭାବରେ ନାମିତ କରାଯାଇଛି। ଏହି ଦିବସ କେବଳ ନେତାଜୀଙ୍କୁ ସମ୍ମାନ ଜଣାଇବାର ଏକ ଅବସର ନୁହେଁ, ବରଂ ଭାରତୀୟଙ୍କୁ ଦେଶ ସେବାରେ ଉତ୍ସର୍ଗୀକୃତ ହେବା ପାଇଁ ପ୍ରେରଣା ଦେଇଥାଏ। xyxy=(406,1274,558,1417)
divider-dot xyxy=(828,254,838,264)
district-heading: ବଲାଙ୍ଗୀର xyxy=(484,308,542,325)
subhead-line: ସପକ୍ଷରେ ବାହାରିଲେ xyxy=(422,923,538,942)
color-dot xyxy=(196,1502,207,1513)
event-item: • କୁଷ୍ଠ ସଚେତନତା ଶିବିର, ସ୍ଥାନ: କପିଳାସପୁର ପ୍ରାଥମିକ ସ୍ୱାସ୍ଥ୍ୟ କେନ୍ଦ୍ର, ସମୟ: ପୂର୍ବାହ୍ନ ୧୦ଟା। xyxy=(604,684,716,719)
dateline xyxy=(133,14,250,49)
district-heading: ଝାରସୁଗୁଡ଼ା xyxy=(603,665,661,682)
gray-mark xyxy=(884,1502,902,1513)
satellite-weather-image xyxy=(5,717,230,1015)
color-dot xyxy=(482,1502,493,1513)
middle-column xyxy=(245,64,715,1419)
rashi-1 xyxy=(723,157,944,259)
event-list xyxy=(484,327,596,432)
district-heading: କେନ୍ଦୁଝର xyxy=(125,301,174,318)
article-1-subhead xyxy=(404,923,557,965)
article-text: ନେତାଜୀ ଜୟନ୍ତୀ ଅବସରରେ ଓଡ଼ିଆ ବଜାରସ୍ଥିତ ନେତାଜୀ ସଂଗ୍ରହାଳୟ ପରିସରରେ ପୋଷ୍ଟାଲ ଗ୍ୟାଲେରି ଓ ନିକଟରେ ଥିବା ସଂସ୍କୃତି ଭବନକୁ ଉପରାଷ୍ଟ୍ରପତି ଉଦ୍‌ଘାଟନ କରିଥିଲେ। ଉକ୍ତ ସ୍ଥାନରେ ନାମ ଫଳକକୁ ସ୍ଥାନିତ କରାଯାଇଥିଲା। ହେଲେ ଏଥିରେ ସ୍ଥାନୀୟ ରାଜ୍ୟ ସଭା ସଦସ୍ୟ ଦେବାଶିଷ ସାମନ୍ତରାୟଙ୍କ ନାମ ନ ଥିବା ଦେଖିବାକୁ ମିଳିଛି। ଦେବାଶିଷ ଉପସ୍ଥିତ ନ ଥିବାବେଳେ ଜଣେ ରାଜ୍ୟ ସଭା ସଦସ୍ୟ ଭାବେ କାହିଁକି ତାଙ୍କ ନାମ ଉଲ୍ଲେଖ କରାଗଲା ନାହିଁ ସେ ନେଇ ନାନା ପ୍ରଶ୍ନ ଉଠୁଛି। ଏ ସମ୍ପର୍କରେ ଦେବାଶିଷ ସାମନ୍ତରାୟ କହିଛନ୍ତି, ଭୁଲଟା କେଉଁଠି ହୋଇଛି ତାହା ଜାଣି ହେଉନି। ଉପରାଷ୍ଟ୍ରପତି ହେଉଛନ୍ତି ରାଜ୍ୟ ସଭାର ଅଧ୍ୟକ୍ଷ ଏବଂ ମୁଁ ଜଣେ ତାଙ୍କର ସଦସ୍ୟ। ଏଭଳି ପଦକ୍ଷେପ ଉପରାଷ୍ଟ୍ରପତିଙ୍କ ପ୍ରତି ଅସମ୍ମାନ। xyxy=(245,938,398,1128)
rashifal-title: ଆଜିର ରାଶିଫଳ xyxy=(723,80,944,110)
district-heading: ବୌଦ୍ଧ xyxy=(603,99,642,116)
event-item: • ଅଷ୍ଟପ୍ରହରୀ ନାମଯଜ୍ଞର ନଗର ଭ୍ରମଣ, ସ୍ଥାନ: କୋରେଇ ବ୍ଲକ ଅଧୀନ ସାନ ପାଟୁଳି, ସମୟ: ଅପରାହ୍ନ ୩ଟା। xyxy=(365,201,477,247)
event-item: • ଆର୍‌ଏସ୍‌ପି ପ୍ରାୟୋଜିତ ସର୍ବଭାରତୀୟ ହାଫ୍ ମାରାଥନ, ସ୍ଥାନ: ସେକ୍ଟର-୬ ଇସ୍ପାତ ଷ୍ଟାଡିୟମ, ସମୟ: ପ୍ରାତଃ ୫ଟା ୩୦। xyxy=(484,536,596,594)
headline-2: ଭାରତକୁ ଶକ୍ତିଶାଳୀ ରାଷ୍ଟ୍ର କରିବା ଥିଲା ନେତାଜୀଙ୍କ ପରିକଳ୍ପନା: ଉପରାଷ୍ଟ୍ରପତି xyxy=(245,1139,715,1209)
left-column xyxy=(5,80,237,1167)
verse-line: ଖନା ବୋଲେ ଶୁଣି ଯାଅ, xyxy=(82,515,160,526)
article-2-columns xyxy=(406,1275,715,1418)
rashi-text: ରାଶିର ସପ୍ତମରେ ଏକାଧିକ ଗ୍ରହ ରହିଥିବାରୁ ଆଜି ବିବାଦରେ ପଶିବା ଠିକ୍ ହେବନି। ଉଚ୍ଚସ୍ଥ ମଙ୍ଗଳଙ୍କ ପ୍ରଭାବରୁ ଆନୁଷ୍ଠାନିକ କାମରେ ବିଶିଷ୍ଟ ବ୍ୟକ୍ତିଙ୍କ ଦ୍ୱାରା ସମ୍ମାନିତ ହେବେ। ପରିବାରର ଖର୍ଚ୍ଚ ବୃଦ୍ଧିପାଇବା ହେତୁ ଚିନ୍ତା ଉଦ୍ରେକ ହେବ। ରୋଗପୀଡ଼ାର ଲାଘବ ସାଙ୍ଗକୁ ସ୍ୱାସ୍ଥ୍ୟରେ ସାମାନ୍ୟ ଉନ୍ନତି ପରିଲକ୍ଷିତ ହେବାରୁ ଆଶ୍ୱସ୍ତି ଲାଭ କରିପାରନ୍ତି। xyxy=(781,476,940,565)
rashi-label: ମୀନ xyxy=(725,1320,777,1335)
rashi-label: କନ୍ୟା xyxy=(725,690,777,705)
verse-line: ଶୀଘ୍ର ଶୀଘ୍ର ଧରେ ଗୋଟା। xyxy=(75,550,167,561)
district-heading: ଜଗତ୍‌ସିଂହପୁର xyxy=(245,388,318,405)
district-heading: ମାଲକାନଗିରି xyxy=(364,732,435,749)
capricorn-icon: ♑ xyxy=(731,1132,769,1170)
event-list xyxy=(245,407,357,547)
district-heading: ନୟାଗଡ଼ xyxy=(364,249,411,266)
gray-mark xyxy=(62,1502,80,1513)
event-item: • ୨୨ତମ ଡିଲେଶ୍ୱର କପ୍ ଫୁଟବଲ ଟୁର୍ଣ୍ଣାମେଣ୍ଟର ଦ୍ୱିତୀୟ ଦିବସ, ସ୍ଥାନ: ଡିଲେଶ୍ୱର ଖେଳ ପଡ଼ିଆ, ହରଭଙ୍ଗା ବ୍ଲକ, ବୌଦ୍ଧ, ସମୟ: ଅପରାହ୍ନ ୩ଟା। xyxy=(604,118,716,188)
event-item: • ଏକ୍ସପୋ ଓଡ଼ିଶା-୨୦୨୬ ଚତୁର୍ଥ ସନ୍ଧ୍ୟା, ସ୍ଥାନ: ଆଇଟିଆଇ ପଡ଼ିଆ, ବାଲେଶ୍ୱର, ସମୟ: ସନ୍ଧ୍ୟା ୬ଟା। xyxy=(125,186,237,232)
district-heading: କୋରାପୁଟ xyxy=(364,606,417,623)
event-item: • ବିଶ୍ୱଶାନ୍ତି ମହାଯଜ୍ଞ, ସ୍ଥାନ: ଡ୍ରୋଲ, ଜମରା, କେନ୍ଦ୍ରାପଡ଼ା, ସମୟ: ସନ୍ଧ୍ୟା ୬ଟା। xyxy=(245,756,357,791)
article-2-right xyxy=(406,1213,715,1418)
event-list xyxy=(125,375,237,410)
event-item: • ଶ୍ରୀ ଶ୍ରୀ ରାମ ଲଲାଙ୍କ ମନ୍ଦିର ପ୍ରତିଷ୍ଠା ମହୋତ୍ସବ, ସ୍ଥାନ: କୁମାରୀ, ବରପାଲି, ସମୟ: ସକାଳ ୮ଟା। xyxy=(484,757,596,803)
district-heading: ଭଦ୍ରକ xyxy=(125,234,167,251)
event-list xyxy=(245,202,357,307)
event-list xyxy=(125,253,237,299)
event-item: • ଜିଲ୍ଲାସ୍ତରୀୟ ଶ୍ରେଣୀ ଉତ୍ସବ, ସ୍ଥାନ: କେନ୍ଦୁଝର, ସମୟ: ପୂର୍ବାହ୍ନ ୧୧ଟା। xyxy=(125,320,237,355)
event-item: • ରେମୁଣା ମହୋତ୍ସବ ଉଦ୍‌ଘାଟନୀ ଉତ୍ସବ, ସ୍ଥାନ: ମହୋତ୍ସବ ପଡ଼ିଆ, ହାଡିଆଗଡ଼ ଛକ, ରେମୁଣା, ସମୟ: ଅପରାହ୍ନ ୪ଟା। xyxy=(125,127,237,185)
rashi-text: ଚତୁର୍ଥସ୍ଥାନ ପାପଯୁକ୍ତ ଯୋଗୁ ପାରିବାରିକ ଝଞ୍ଜାଳ ବୃଦ୍ଧି ମାନସିକ ସନ୍ତୁଳନ ନଷ୍ଟ କରିବ। ଦେହ ଭଲ ରହିଲେ ମଧ୍ୟ ସାମୟିକ ପେଟ ଓ ମୁଣ୍ଡ ରୋଗରେ କଷ୍ଟ ପାଇପାରନ୍ତି। ଆଜିର ଦୂରଯାତ୍ରା ସଫଳ ହେବ ଓ ଲକ୍ଷ୍ୟ ହାସଲରେ ସମର୍ଥ ହୋଇପାରିବେ। କୌଣସି ବନ୍ଧୁଙ୍କ ସକାଶେ ପ୍ରତୀକ୍ଷାଜନିତ କଷ୍ଟ ସ୍ୱୀକାର କରିବାକୁ ପଡ଼ିପାରେ। xyxy=(781,1007,942,1085)
scales-icon: ♎ xyxy=(731,814,769,852)
satellite-caption: ଶୁକ୍ରବାର ଅପରାହ୍ନ ୫ଟାରେ ମହାକାଶରୁ ଉତ୍ତୋଳିତ ପାଣିପାଗର ଚିତ୍ର। xyxy=(11,1018,231,1028)
divider-dot xyxy=(828,675,838,685)
rashifal-credit xyxy=(723,112,944,144)
rashi-5 xyxy=(723,584,944,680)
district-heading: ନବରଙ୍ଗପୁର xyxy=(364,528,438,545)
article-text: ନେତାଜୀ ସୁଭାଷ ଚନ୍ଦ୍ର ବୋଷ କେବଳ ଭାରତର ସ୍ୱାଧୀନତା ପାଇଁ ଲଢ଼ିନଥିଲେ ବରଂ ସ୍ୱାଧୀନତା ପରେ ଦେଶର ଶାସନ ପାଇଁ ତାଙ୍କର ଏକ ସ୍ପଷ୍ଟ ଦୃଷ୍ଟିକୋଣ ଥିଲା। ନେତାଜୀ ଭାରତକୁ ଏକ ମଜଭୁତ, ଶକ୍ତିଶାଳୀ ଏବଂ ଦାରିଦ୍ର୍ୟମୁକ୍ତ ରାଷ୍ଟ୍ର ଭାବେ ନିର୍ମାଣ କରିବାକୁ ପରିକଳ୍ପନା କରିଥିଲେ। ନେତାଜୀଙ୍କ ସାହସ, ଏକତା ଏବଂ ମାତୃଭୂମି ପ୍ରତି ସର୍ବୋଚ୍ଚ ସମର୍ପଣର ଆଦର୍ଶରୁ ପ୍ରେରଣା ନେଇ ୨୦୪୭ ସୁଦ୍ଧା ବିକଶିତ ଭାରତ ଲକ୍ଷ୍ୟ ଦିଗରେ ଆଗକୁ ବଢ଼ିବାକୁ ସମୂହ ଭାବରେ ପ୍ରତିଜ୍ଞା କରିବାକୁ ନାଗରିକଙ୍କୁ ଉପରାଷ୍ଟ୍ରପତି ସିପି ରାଧାକ୍ରିଷ୍ଣନ ଆହ୍ୱାନ ଦେଇଥିଲେ। କଟକ ଓଡ଼ିଆବଜାରସ୍ଥିତ ନେତାଜୀ ଜନ୍ମସ୍ଥାନ ସଂଗ୍ରହାଳୟରେ ଶୁକ୍ରବାର ନେତାଜୀ ସୁଭାଷ ଚନ୍ଦ୍ର ବୋଷଙ୍କ ୧୨୯ତମ ଜୟନ୍ତୀ ଅବସରରେ ପରାକ୍ରମ ଦିବସ ପାଳନ କରାଯାଇଥିଲା। xyxy=(245,1228,400,1418)
event-item: • ହିନ୍ଦୁ ସମାଜର କଳସ ଯାତ୍ରା, ହିନ୍ଦୁ ସମ୍ମିଳନୀ, ସ୍ଥାନ: ଗାୟତ୍ରୀ ପଡ଼ିଆ, ସେମିଲିଗୁଡ଼ା, ସମୟ: ସକାଳ ୯ଟା। xyxy=(365,625,477,671)
article-2 xyxy=(245,1213,715,1419)
page-code: 08 xyxy=(933,1490,941,1498)
event-list xyxy=(604,118,716,188)
article-2-col-1 xyxy=(245,1213,400,1419)
bull-icon: ♉ xyxy=(731,289,769,327)
verse-line: ଗଛ ହେବ ବହୁତ ମୋଟା, xyxy=(83,539,159,550)
event-item: • ତାରକେଶ୍ୱର ଯଜ୍ଞର ରୌପ୍ୟଜୟନ୍ତୀ ଉତ୍ସବ ପାଇଁ ଖବରଦାତା ସମ୍ମିଳନୀ, ସ୍ଥାନ: ତାରକେଶ୍ୱର ମନ୍ଦିର ପ୍ରାଙ୍ଗଣ, ଶିରିପୁର ବାଘିବିପୁର, ଖଇରା, ସମୟ: ଅପରାହ୍ନ ୩ଟା। xyxy=(5,367,117,437)
front-page-continuation-label: ପ୍ରଥମ ପୃଷ୍ଠାରୁ... xyxy=(107,1044,237,1096)
event-list xyxy=(365,751,477,786)
event-item: • ଡଙ୍ଗଭା ବୁଆପଡ଼ା ଶନିଶ୍ୱର ମନ୍ଦିରରେ ମହାଆଳତୀ ଓ ଶନି ପୁରାଣ ପଠନ, ସ୍ଥାନ: ମନ୍ଦିର ପରିସର, ସମୟ: ସନ୍ଧ୍ୟା ୬ଟା। xyxy=(604,421,716,467)
event-item: • ଓଏସ୍ଏସି ମାଷ୍ଟର ରେଙ୍କିଙ୍ଗ ବ୍ୟାଡମିଣ୍ଟନ ଚାମ୍ପିଅନସିପ-୨୦୨୬ର ଦ୍ୱିତୀୟ ଦିବସ, ସ୍ଥାନ: ସୋନପୁର ଇନଡୋର ଷ୍ଟାଡିୟମ, ସମୟ: ପୂର୍ବାହ୍ନ ୧୦ଟା। xyxy=(604,291,716,361)
registration-marks xyxy=(168,1502,221,1513)
event-item: • ସମ୍ବଲପୁରୀ ଧନୁଯାତ୍ରାର ସମୀକ୍ଷା ବୈଠକ, ସ୍ଥାନ: ସାମ୍ବାଦିକ ଭବନ, ସମୟ: ଅପରାହ୍ନ ୪ଟା। xyxy=(484,165,596,211)
event-item: • କାଳନାମସ୍ତ ରଜତ ଜୟନ୍ତୀ ନାଟକ ଉତ୍ସବରେ ନାଟକ ବୈଷ୍ଟବ ପରିବେଷଣ କାର୍ଯ୍ୟକ୍ରମ, ସ୍ଥାନ: ଜୟଦେବ ଭବନ, ବଡ଼ପଡ଼ିଆ, ପାରାଦୀପ, ସମୟ: ସନ୍ଧ୍ୟା ୬ଟା। xyxy=(245,477,357,547)
byline: କଟକ,୨୩।୧(ଶିକ୍ଷା ପ୍ରିୟଦର୍ଶିନୀ) xyxy=(245,923,398,936)
event-item: • ଦ୍ୱାଦଶ ମୟୂରଭଞ୍ଜ ପୁସ୍ତକ ମେଳା, ସ୍ଥାନ: ଛଉ ପଡ଼ିଆ, ବାରିପଦା, ସମୟ: ଅପରାହ୍ନ ୨ଟା। xyxy=(245,100,357,146)
divider-dot xyxy=(828,462,838,472)
rashi-10 xyxy=(723,1110,944,1206)
logo-text: ଧରିତ୍ରୀ xyxy=(60,16,86,26)
color-dot xyxy=(468,1502,479,1513)
event-item: • ବାସନ୍ତୀ ପାଠାଗାର ବାର୍ଷିକୋତ୍ସବ, ସ୍ଥାନ: ବାସନ୍ତୀ କଲୋନୀ, ସମୟ: ସନ୍ଧ୍ୟା ୬ଟା ୩୦। xyxy=(484,631,596,677)
district-heading: ମୟୂରଭଞ୍ଜ xyxy=(125,356,188,373)
district-heading: ରାଉରକେଲା xyxy=(484,434,548,451)
district-heading: ବରଗଡ଼ xyxy=(484,679,526,696)
rashi-3 xyxy=(723,371,944,467)
event-item: • ରବୀନ୍ଦ୍ର ମେମୋରିଆଲ କ୍ରିକେଟ ଟୁର୍ଣ୍ଣାମେଣ୍ଟର ନବମ ଦିବସରେ ପ୍ରଥମ କ୍ୱାର୍ଟର ଫାଇନାଲରେ ଖଡ଼ିକାହି ବନାମ ବିକାସି କ୍ରିକେଟ କ୍ଲବ ପାଟଣା, ସ୍ଥାନ: କଣ୍ଟିଲୋ ନୀଳମାଧବ ମହାବିଦ୍ୟାଳୟ ଖେଳପଡ଼ିଆ, ସମୟ: ପୂର୍ବାହ୍ନ ୧୧ଟା। xyxy=(365,304,477,397)
verse-line: ଖାଇବାକୁ ଦେଲେ ବଳେ, xyxy=(83,605,159,616)
event-item: • ପୌରପରିଷଦ ପକ୍ଷରୁ ଷ୍ଟ୍ରିଟ୍ ଭେଣ୍ଡର ଓ ବ୍ୟାଙ୍କର୍ସମାନଙ୍କୁ ନେଇ ବୈଠକ, ସ୍ଥାନ: ସମ୍ମିଳନୀ କକ୍ଷ, ପୌର ପ୍ରଶାସନିକ ଭବନ, ପାରାଦୀପ, ସମୟ: ପୂର୍ବାହ୍ନ ୧୧ଟା। xyxy=(245,407,357,477)
ram-icon: ♈ xyxy=(731,179,769,217)
event-item: • ଅଲେଖ ନିରଞ୍ଜନଙ୍କ ପୁଣ୍ୟ ପୁରାଣ ପଠନ, ସ୍ଥାନ: ପଶ୍ଚିମ ମହିମା ମଠ, ସମୟ: ପୂର୍ବାହ୍ନ ୧୧ଟା। xyxy=(604,767,716,813)
divider-dot xyxy=(828,1409,838,1419)
color-dot xyxy=(807,1502,818,1513)
article-1-col-1 xyxy=(245,923,398,1129)
color-dot xyxy=(793,1502,804,1513)
rashi-12 xyxy=(723,1318,944,1414)
color-dot xyxy=(440,1502,451,1513)
color-dot xyxy=(779,1502,790,1513)
divider-dot xyxy=(828,883,838,893)
district-heading: ଢେଙ୍କାନାଳ xyxy=(245,309,309,326)
astrologer-name: ଜ୍ୟୋତିର୍ବିଦ୍ୟା ବିଶାରଦ ପ୍ରସନ୍ନ କୁମାର ମହାପାତ୍ର xyxy=(754,113,913,122)
right-column xyxy=(723,80,944,1484)
logo-sub: Years xyxy=(62,48,84,57)
